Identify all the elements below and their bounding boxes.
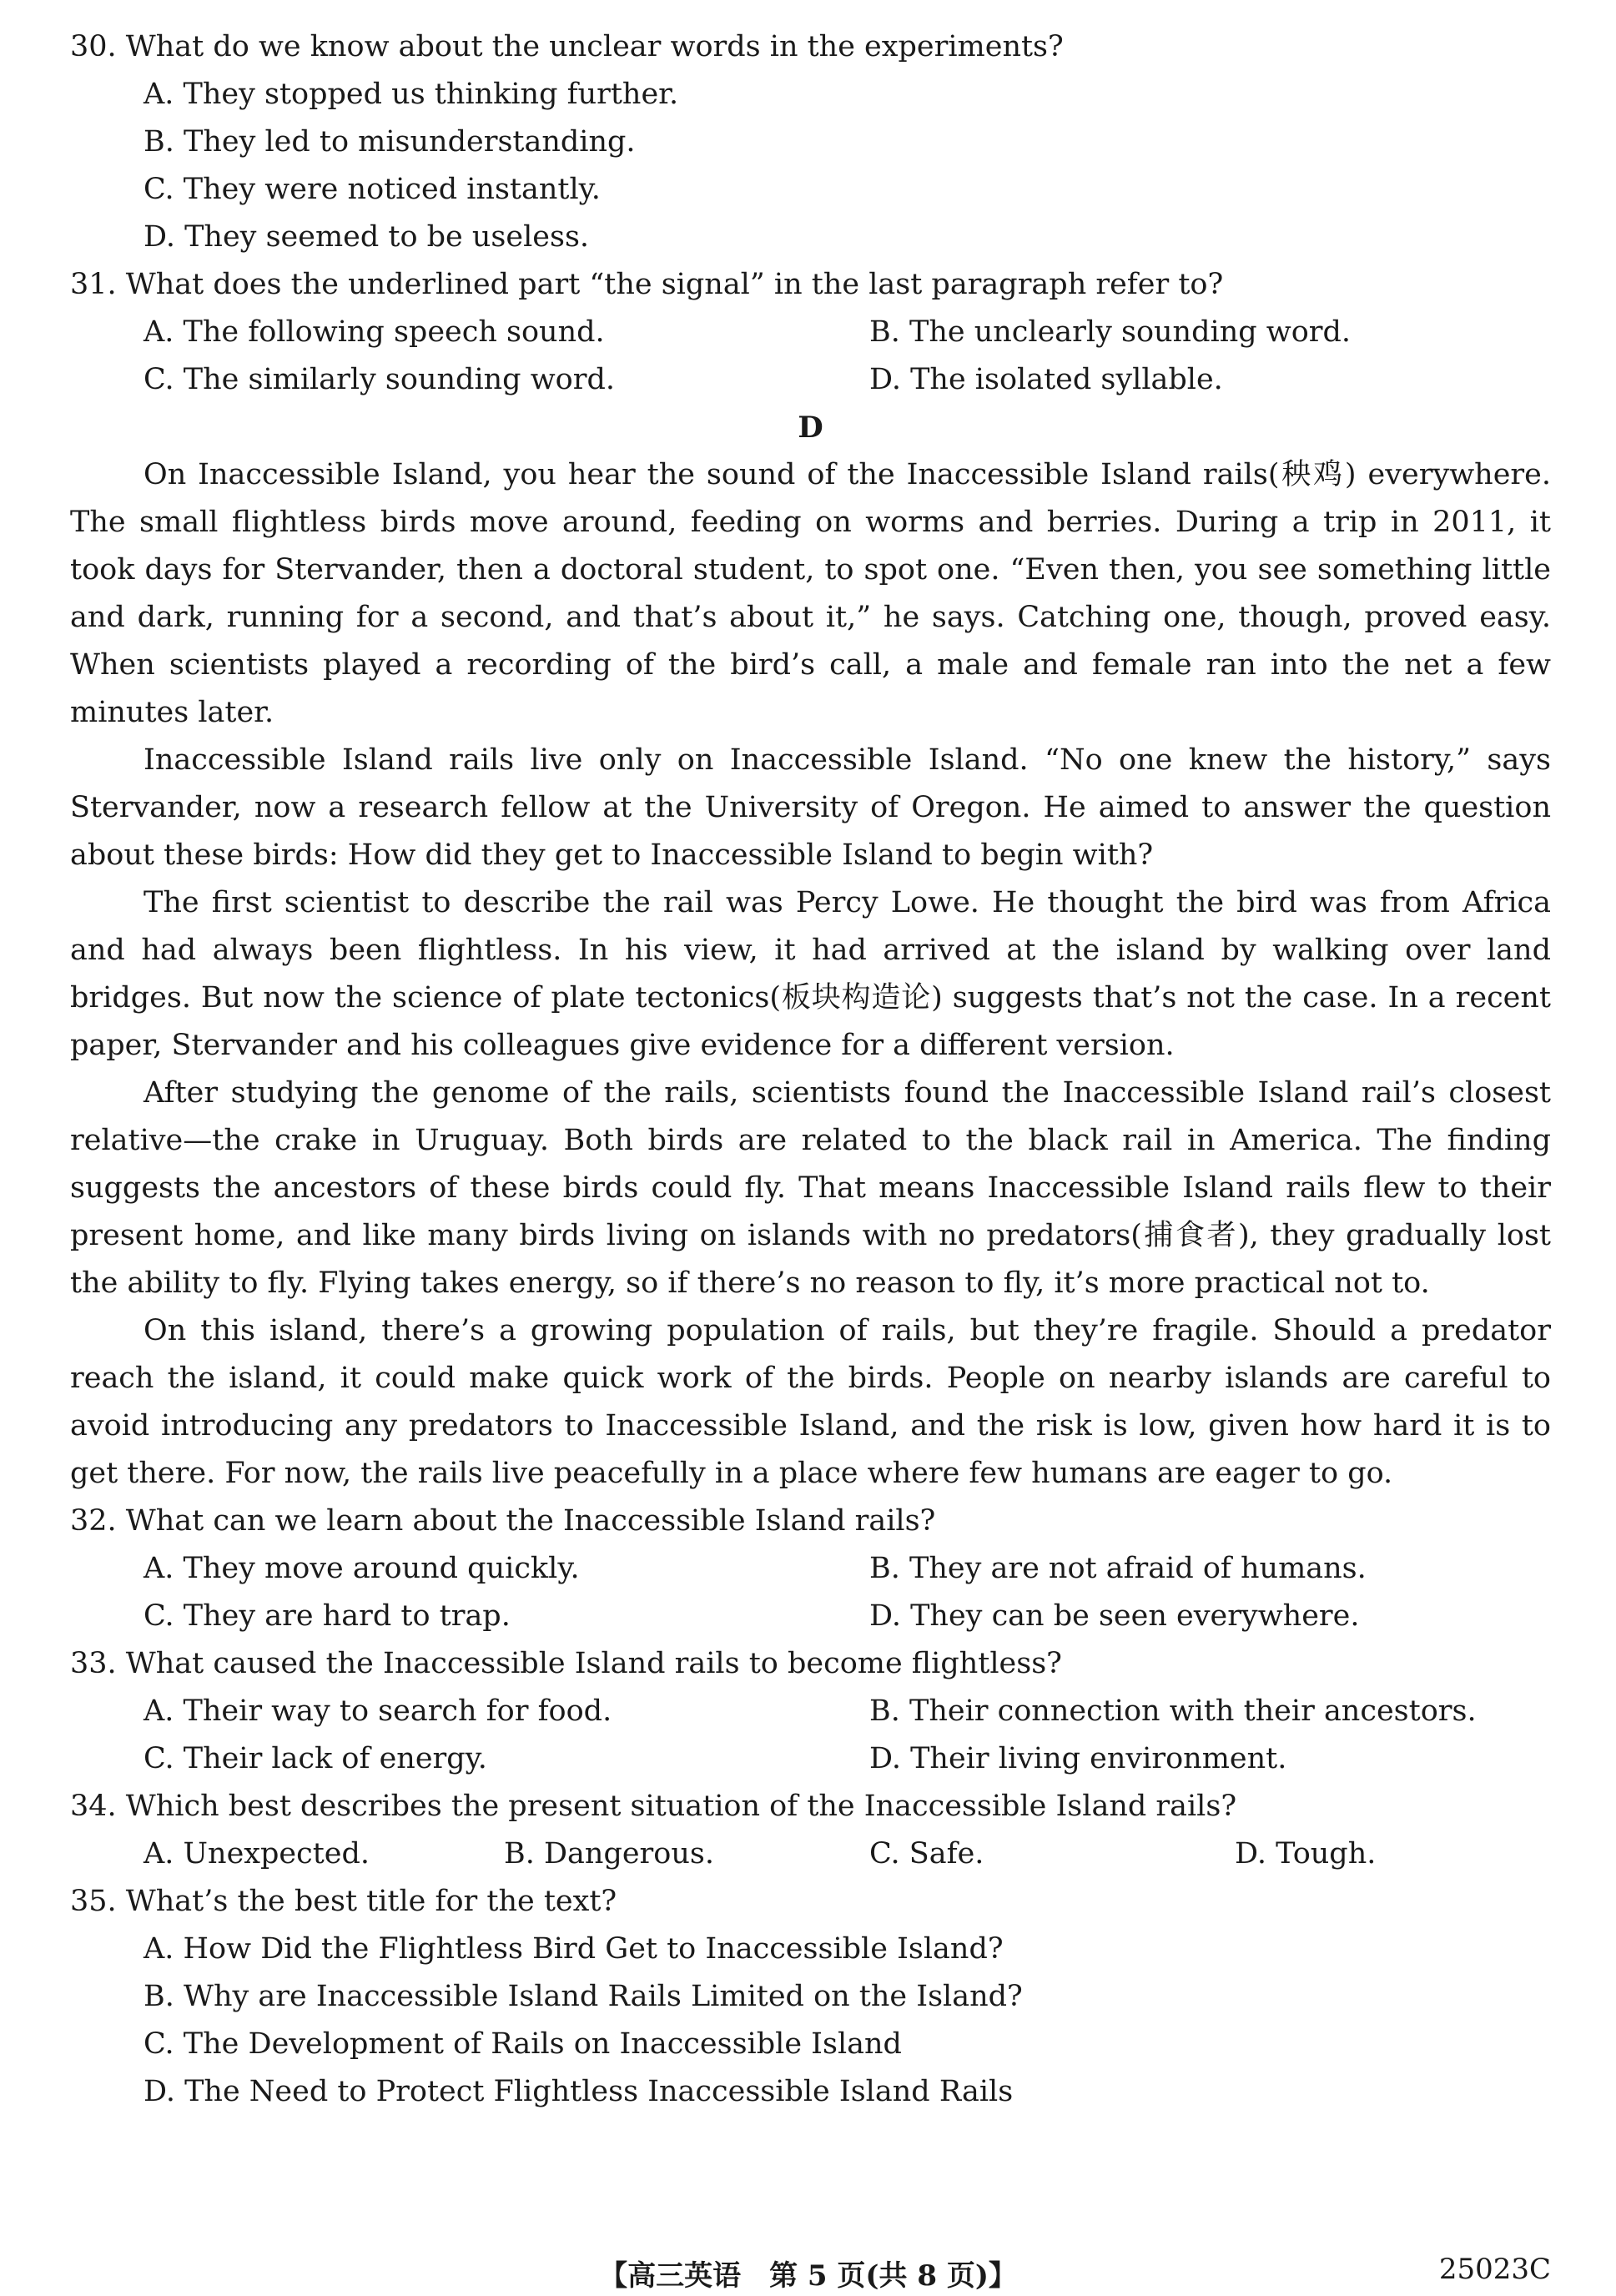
option-b: B. The unclearly sounding word. — [869, 315, 1352, 349]
option-d: D. Their living environment. — [869, 1742, 1287, 1775]
option-row — [70, 1593, 1551, 1640]
passage-paragraph-5: On this island, there’s a growing population of rails, but they’re fragile. Should a predator reach the island, it could make quick work of the birds. People on nearby islands are careful to avoid introducing any predators to Inaccessible Island, and the risk is low, given how hard it is to get there. For now, the rails live peacefully in a place where few humans are eager to go. — [70, 1314, 1551, 1490]
option-a: A. They move around quickly. — [143, 1552, 580, 1585]
option-b: B. They are not afraid of humans. — [869, 1552, 1367, 1585]
option-a: A. Unexpected. — [143, 1837, 370, 1871]
option-row — [70, 1688, 1551, 1735]
option-b: B. Why are Inaccessible Island Rails Limited on the Island? — [143, 1980, 1023, 2013]
question-34 — [70, 1783, 1551, 1878]
option-d: D. The isolated syllable. — [869, 363, 1223, 396]
option-a: A. How Did the Flightless Bird Get to Inaccessible Island? — [143, 1932, 1004, 1966]
option-d: D. The Need to Protect Flightless Inaccessible Island Rails — [143, 2075, 1014, 2108]
question-32 — [70, 1498, 1551, 1640]
option-row — [70, 356, 1551, 404]
option-row — [70, 1545, 1551, 1593]
passage-paragraph-1: On Inaccessible Island, you hear the sound of the Inaccessible Island rails(秧鸡) everywhere. The small flightless birds move around, feeding on worms and berries. During a trip in 2011, it took days for Stervander, then a doctoral student, to spot one. “Even then, you see something little and dark, running for a second, and that’s about it,” he says. Catching one, though, proved easy. When scientists played a recording of the bird’s call, a male and female ran into the net a few minutes later. — [70, 458, 1551, 729]
question-31 — [70, 261, 1551, 404]
option-row — [70, 1735, 1551, 1783]
option-a: A. They stopped us thinking further. — [143, 78, 679, 111]
option-c: C. The similarly sounding word. — [143, 363, 616, 396]
footer-page-info: 【高三英语 第 5 页(共 8 页)】 — [599, 2259, 1017, 2293]
question-stem: 32. What can we learn about the Inaccessible Island rails? — [70, 1504, 936, 1538]
question-stem: 31. What does the underlined part “the signal” in the last paragraph refer to? — [70, 268, 1224, 301]
section-title: D — [798, 410, 823, 445]
option-b: B. They led to misunderstanding. — [143, 125, 636, 159]
option-d: D. Tough. — [1235, 1837, 1377, 1871]
option-a: A. The following speech sound. — [143, 315, 605, 349]
option-c: C. They are hard to trap. — [143, 1599, 511, 1633]
option-d: D. They seemed to be useless. — [143, 220, 590, 254]
question-stem: 33. What caused the Inaccessible Island rails to become flightless? — [70, 1647, 1062, 1680]
question-35 — [70, 1878, 1551, 2116]
question-30 — [70, 23, 1551, 261]
passage-paragraph-4: After studying the genome of the rails, scientists found the Inaccessible Island rail’s closest relative—the crake in Uruguay. Both birds are related to the black rail in America. The finding suggests the ancestors of these birds could fly. That means Inaccessible Island rails flew to their present home, and like many birds living on islands with no predators(捕食者), they gradually lost the ability to fly. Flying takes energy, so if there’s no reason to fly, it’s more practical not to. — [70, 1076, 1551, 1300]
footer-exam-code: 25023C — [1438, 2253, 1551, 2286]
question-stem: 35. What’s the best title for the text? — [70, 1885, 617, 1918]
question-33 — [70, 1640, 1551, 1783]
option-a: A. Their way to search for food. — [143, 1694, 612, 1728]
passage-paragraph-3: The first scientist to describe the rail was Percy Lowe. He thought the bird was from Africa and had always been flightless. In his view, it had arrived at the island by walking over land bridges. But now the science of plate tectonics(板块构造论) suggests that’s not the case. In a recent paper, Stervander and his colleagues give evidence for a different version. — [70, 886, 1551, 1062]
question-stem: 34. Which best describes the present situation of the Inaccessible Island rails? — [70, 1790, 1237, 1823]
passage-paragraph-2: Inaccessible Island rails live only on Inaccessible Island. “No one knew the history,” says Stervander, now a research fellow at the University of Oregon. He aimed to answer the question about these birds: How did they get to Inaccessible Island to begin with? — [70, 743, 1551, 872]
option-c: C. Their lack of energy. — [143, 1742, 487, 1775]
option-d: D. They can be seen everywhere. — [869, 1599, 1360, 1633]
option-c: C. They were noticed instantly. — [143, 173, 601, 206]
option-c: C. The Development of Rails on Inaccessible Island — [143, 2027, 902, 2061]
exam-page — [70, 23, 1551, 2116]
option-row — [70, 1830, 1551, 1878]
question-stem: 30. What do we know about the unclear words in the experiments? — [70, 30, 1064, 63]
option-b: B. Dangerous. — [504, 1837, 714, 1871]
option-row — [70, 309, 1551, 356]
option-b: B. Their connection with their ancestors. — [869, 1694, 1477, 1728]
option-c: C. Safe. — [869, 1837, 984, 1871]
page-footer — [0, 2253, 1616, 2294]
passage — [70, 451, 1551, 1498]
